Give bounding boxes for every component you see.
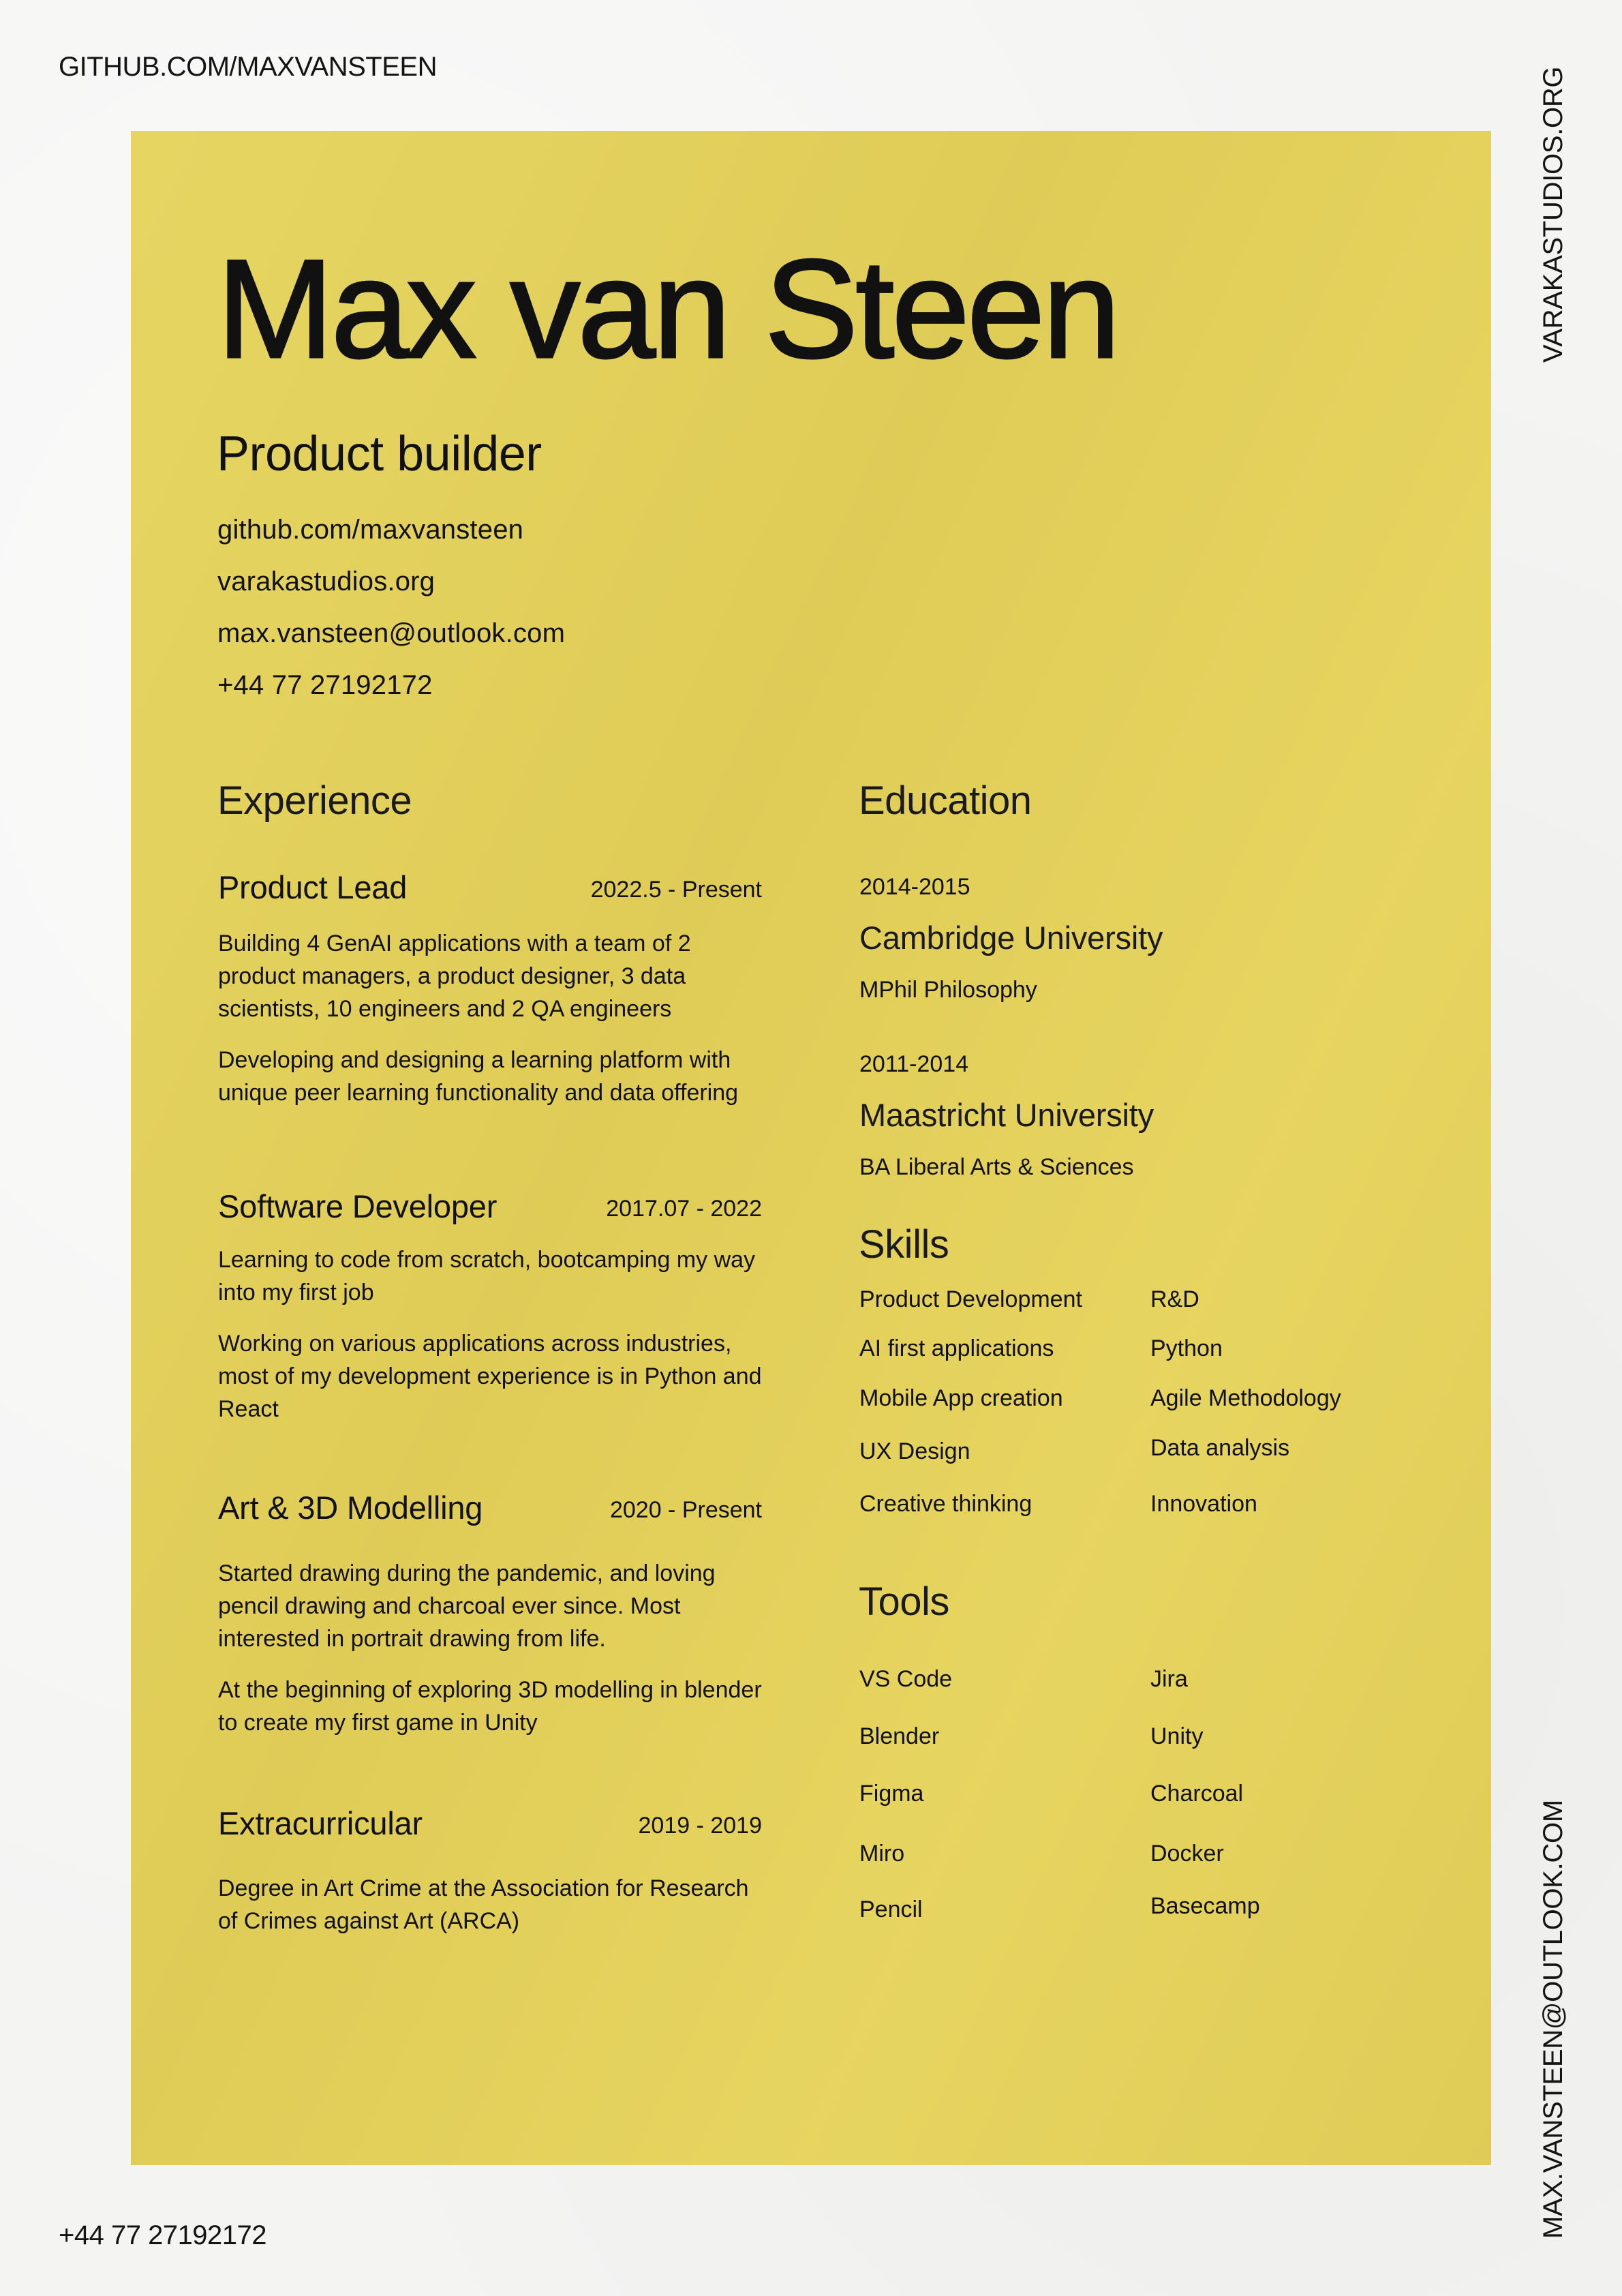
education-years: 2014-2015 <box>859 874 970 900</box>
tool-item: Jira <box>1150 1666 1188 1692</box>
skill-item: Python <box>1150 1335 1223 1361</box>
margin-website-link[interactable]: VARAKASTUDIOS.ORG <box>1538 66 1568 363</box>
contact-phone: +44 77 27192172 <box>217 670 433 700</box>
contact-github[interactable]: github.com/maxvansteen <box>217 515 524 545</box>
tool-item: Charcoal <box>1150 1781 1244 1807</box>
tool-item: Pencil <box>859 1897 923 1922</box>
job-dates: 2020 - Present <box>609 1497 762 1523</box>
education-school: Cambridge University <box>859 920 1163 956</box>
education-years: 2011-2014 <box>859 1051 969 1077</box>
job-title: Software Developer <box>218 1188 498 1224</box>
skill-item: UX Design <box>859 1438 970 1464</box>
margin-phone: +44 77 27192172 <box>59 2220 267 2250</box>
job-dates: 2019 - 2019 <box>638 1813 762 1839</box>
skills-heading: Skills <box>859 1222 949 1267</box>
contact-website[interactable]: varakastudios.org <box>217 567 435 596</box>
tool-item: Basecamp <box>1150 1893 1260 1919</box>
margin-email-link[interactable]: MAX.VANSTEEN@OUTLOOK.COM <box>1538 1800 1568 2239</box>
job-title: Extracurricular <box>218 1805 423 1841</box>
job-title: Product Lead <box>218 869 408 905</box>
skill-item: Innovation <box>1150 1491 1257 1517</box>
resume-name: Max van Steen <box>217 230 1118 387</box>
job-description <box>218 1243 763 1444</box>
job-paragraph: Degree in Art Crime at the Association for Research of Crimes against Art (ARCA) <box>218 1875 749 1934</box>
job-paragraph: Developing and designing a learning platform with unique peer learning functionality and data offering <box>218 1047 739 1106</box>
job-paragraph: Working on various applications across industries, most of my development experience is in Python and React <box>218 1331 762 1422</box>
margin-github-link[interactable]: GITHUB.COM/MAXVANSTEEN <box>59 52 437 82</box>
skill-item: Creative thinking <box>859 1491 1032 1517</box>
skill-item: Data analysis <box>1150 1435 1290 1461</box>
skill-item: Mobile App creation <box>859 1385 1063 1411</box>
resume-title: Product builder <box>217 427 542 481</box>
job-description <box>218 1557 763 1757</box>
job-dates: 2022.5 - Present <box>590 877 762 903</box>
tool-item: Figma <box>859 1781 924 1807</box>
tool-item: VS Code <box>859 1666 953 1692</box>
job-description <box>218 1872 763 1956</box>
education-heading: Education <box>859 779 1032 823</box>
tool-item: Blender <box>859 1723 940 1749</box>
experience-heading: Experience <box>217 779 412 823</box>
skill-item: AI first applications <box>859 1335 1054 1361</box>
skill-item: Agile Methodology <box>1150 1385 1341 1411</box>
tool-item: Miro <box>859 1841 905 1867</box>
tools-heading: Tools <box>859 1580 949 1624</box>
tool-item: Docker <box>1150 1841 1224 1867</box>
education-school: Maastricht University <box>859 1097 1154 1133</box>
job-dates: 2017.07 - 2022 <box>606 1196 762 1222</box>
job-description <box>218 927 763 1128</box>
tool-item: Unity <box>1150 1723 1204 1749</box>
job-paragraph: Learning to code from scratch, bootcamping my way into my first job <box>218 1247 756 1305</box>
job-paragraph: At the beginning of exploring 3D modelling in blender to create my first game in Unity <box>218 1677 762 1736</box>
skill-item: R&D <box>1150 1286 1199 1312</box>
education-degree: MPhil Philosophy <box>859 977 1037 1003</box>
job-title: Art & 3D Modelling <box>218 1490 483 1526</box>
job-paragraph: Started drawing during the pandemic, and loving pencil drawing and charcoal ever since. Most interested in portrait drawing from life. <box>218 1560 716 1652</box>
job-paragraph: Building 4 GenAI applications with a team of 2 product managers, a product designer, 3 data scientists, 10 engineers and 2 QA engineers <box>218 931 691 1022</box>
contact-email[interactable]: max.vansteen@outlook.com <box>217 618 566 648</box>
education-degree: BA Liberal Arts & Sciences <box>859 1154 1134 1180</box>
skill-item: Product Development <box>859 1286 1082 1312</box>
